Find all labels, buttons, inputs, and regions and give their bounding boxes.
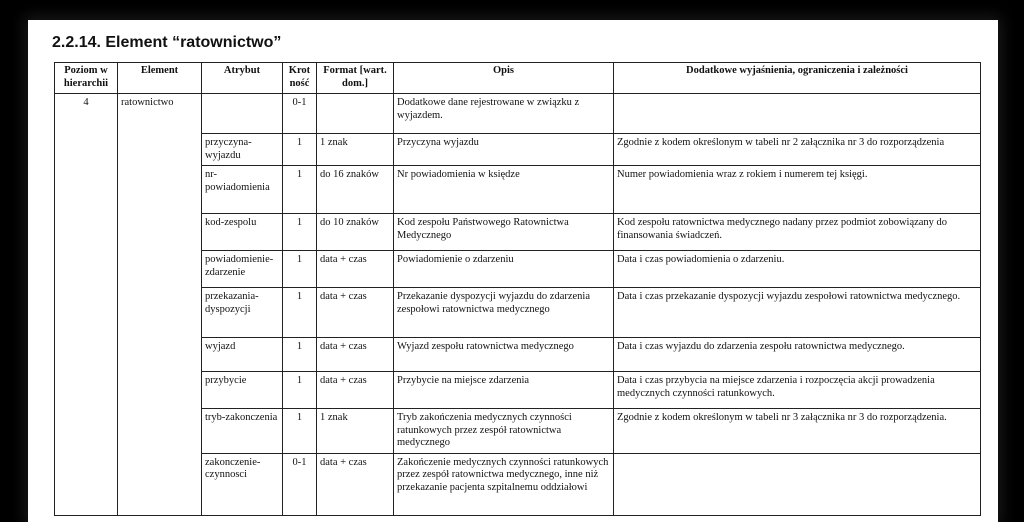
document-page	[28, 20, 998, 522]
attribute-cell: kod-zespolu	[202, 214, 283, 251]
format-cell: data + czas	[317, 288, 394, 338]
col-header-multiplicity: Krot ność	[283, 63, 317, 94]
description-cell: Powiadomienie o zdarzeniu	[394, 251, 614, 288]
description-cell: Zakończenie medycznych czynności ratunkowych przez zespół ratownictwa medycznego, inne niż przekazanie pacjenta szpitalnemu oddziałowi	[394, 453, 614, 515]
attribute-cell: przyczyna-wyjazdu	[202, 134, 283, 166]
notes-cell: Data i czas powiadomienia o zdarzeniu.	[614, 251, 981, 288]
attribute-cell: tryb-zakonczenia	[202, 409, 283, 454]
format-cell: 1 znak	[317, 409, 394, 454]
description-cell: Przybycie na miejsce zdarzenia	[394, 372, 614, 409]
description-cell: Tryb zakończenia medycznych czynności ratunkowych przez zespół ratownictwa medycznego	[394, 409, 614, 454]
table-header-row	[55, 63, 981, 94]
attribute-cell: zakonczenie-czynnosci	[202, 453, 283, 515]
level-cell: 4	[55, 94, 118, 516]
format-cell: do 10 znaków	[317, 214, 394, 251]
notes-cell: Numer powiadomienia wraz z rokiem i numerem tej księgi.	[614, 166, 981, 214]
notes-cell: Data i czas wyjazdu do zdarzenia zespołu ratownictwa medycznego.	[614, 338, 981, 372]
attribute-cell: przybycie	[202, 372, 283, 409]
multiplicity-cell: 1	[283, 214, 317, 251]
notes-cell: Data i czas przekazanie dyspozycji wyjazdu zespołowi ratownictwa medycznego.	[614, 288, 981, 338]
multiplicity-cell: 0-1	[283, 94, 317, 134]
col-header-attribute: Atrybut	[202, 63, 283, 94]
description-cell: Przekazanie dyspozycji wyjazdu do zdarzenia zespołowi ratownictwa medycznego	[394, 288, 614, 338]
col-header-element: Element	[118, 63, 202, 94]
section-title: 2.2.14. Element “ratownictwo”	[52, 34, 282, 51]
col-header-level: Poziom w hierarchii	[55, 63, 118, 94]
attribute-cell: przekazania-dyspozycji	[202, 288, 283, 338]
description-cell: Wyjazd zespołu ratownictwa medycznego	[394, 338, 614, 372]
col-header-format: Format [wart. dom.]	[317, 63, 394, 94]
element-cell: ratownictwo	[118, 94, 202, 516]
notes-cell: Zgodnie z kodem określonym w tabeli nr 2 załącznika nr 3 do rozporządzenia	[614, 134, 981, 166]
multiplicity-cell: 1	[283, 409, 317, 454]
description-cell: Nr powiadomienia w księdze	[394, 166, 614, 214]
format-cell: data + czas	[317, 338, 394, 372]
multiplicity-cell: 1	[283, 166, 317, 214]
format-cell: data + czas	[317, 453, 394, 515]
attribute-cell: powiadomienie-zdarzenie	[202, 251, 283, 288]
table-row	[55, 94, 981, 134]
format-cell	[317, 94, 394, 134]
description-cell: Przyczyna wyjazdu	[394, 134, 614, 166]
description-cell: Kod zespołu Państwowego Ratownictwa Medycznego	[394, 214, 614, 251]
multiplicity-cell: 1	[283, 288, 317, 338]
notes-cell: Zgodnie z kodem określonym w tabeli nr 3 załącznika nr 3 do rozporządzenia.	[614, 409, 981, 454]
multiplicity-cell: 1	[283, 372, 317, 409]
attribute-table	[54, 62, 981, 516]
format-cell: data + czas	[317, 251, 394, 288]
format-cell: data + czas	[317, 372, 394, 409]
notes-cell	[614, 94, 981, 134]
attribute-cell: wyjazd	[202, 338, 283, 372]
notes-cell: Data i czas przybycia na miejsce zdarzenia i rozpoczęcia akcji prowadzenia medycznych czynności ratunkowych.	[614, 372, 981, 409]
multiplicity-cell: 1	[283, 134, 317, 166]
multiplicity-cell: 1	[283, 251, 317, 288]
attribute-cell: nr-powiadomienia	[202, 166, 283, 214]
multiplicity-cell: 1	[283, 338, 317, 372]
description-cell: Dodatkowe dane rejestrowane w związku z wyjazdem.	[394, 94, 614, 134]
format-cell: 1 znak	[317, 134, 394, 166]
format-cell: do 16 znaków	[317, 166, 394, 214]
notes-cell	[614, 453, 981, 515]
col-header-notes: Dodatkowe wyjaśnienia, ograniczenia i zależności	[614, 63, 981, 94]
multiplicity-cell: 0-1	[283, 453, 317, 515]
notes-cell: Kod zespołu ratownictwa medycznego nadany przez podmiot zobowiązany do finansowania świadczeń.	[614, 214, 981, 251]
attribute-cell	[202, 94, 283, 134]
col-header-description: Opis	[394, 63, 614, 94]
